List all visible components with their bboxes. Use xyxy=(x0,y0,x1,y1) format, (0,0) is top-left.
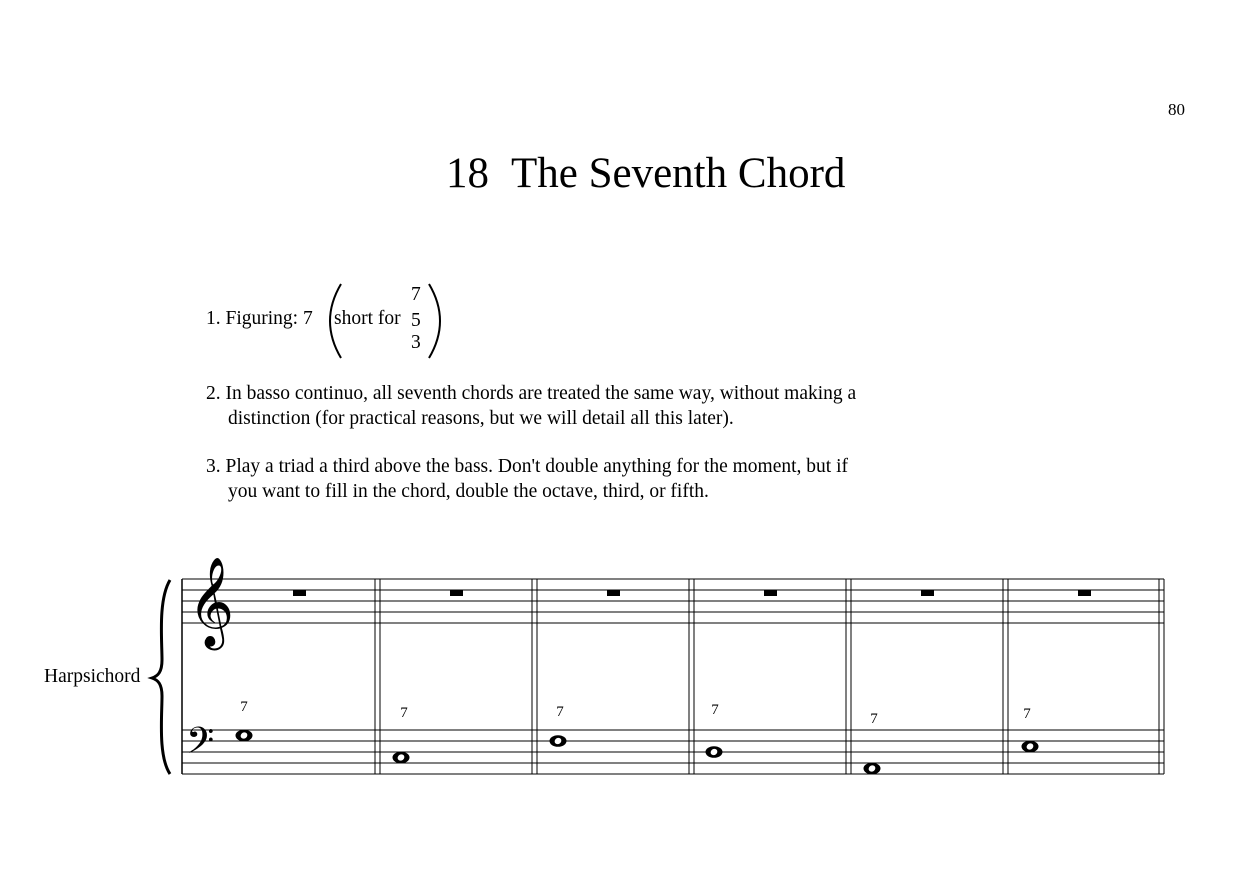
chapter-number: 18 xyxy=(446,150,489,197)
whole-note-icon xyxy=(864,763,881,775)
brace-icon xyxy=(152,580,170,774)
item-marker: 1. xyxy=(206,308,221,329)
whole-rest-icon xyxy=(450,590,463,596)
whole-note-icon xyxy=(550,735,567,747)
bass-figure: 7 xyxy=(711,702,719,718)
page-number: 80 xyxy=(1168,100,1185,119)
whole-note-icon xyxy=(393,752,410,764)
barlines xyxy=(375,579,1164,774)
whole-rest-icon xyxy=(1078,590,1091,596)
figuring-paren-text: short for xyxy=(334,308,401,329)
bass-clef-icon: 𝄢 xyxy=(186,720,215,771)
bass-figure: 7 xyxy=(870,711,878,727)
instrument-name: Harpsichord xyxy=(44,666,141,687)
treble-clef-icon: 𝄞 xyxy=(188,557,235,647)
figured-bass xyxy=(240,699,1031,727)
bass-staff xyxy=(182,730,1164,774)
whole-note-icon xyxy=(1022,741,1039,753)
whole-rest-icon xyxy=(764,590,777,596)
item-marker: 2. xyxy=(206,383,221,404)
whole-rest-icon xyxy=(607,590,620,596)
item-marker: 3. xyxy=(206,456,221,477)
chapter-title: The Seventh Chord xyxy=(511,150,846,197)
bass-figure: 7 xyxy=(556,704,564,720)
item-text-line2: distinction (for practical reasons, but we will detail all this later). xyxy=(228,408,734,429)
item-text-line1: Play a triad a third above the bass. Don't double anything for the moment, but if xyxy=(225,456,849,477)
item-text-line1: In basso continuo, all seventh chords are treated the same way, without making a xyxy=(225,383,857,404)
whole-note-icon xyxy=(236,730,253,742)
bass-figure: 7 xyxy=(400,705,408,721)
item-text-line2: you want to fill in the chord, double the octave, third, or fifth. xyxy=(228,481,709,502)
whole-note-icon xyxy=(706,746,723,758)
bass-figure: 7 xyxy=(240,699,248,715)
whole-rest-icon xyxy=(921,590,934,596)
figure-top: 7 xyxy=(411,284,421,305)
whole-rests xyxy=(293,590,1091,596)
treble-staff xyxy=(182,579,1164,623)
whole-rest-icon xyxy=(293,590,306,596)
bass-figure: 7 xyxy=(1023,706,1031,722)
figuring-label: Figuring: 7 xyxy=(225,308,313,329)
figure-middle: 5 xyxy=(411,310,421,331)
figure-bottom: 3 xyxy=(411,332,421,353)
